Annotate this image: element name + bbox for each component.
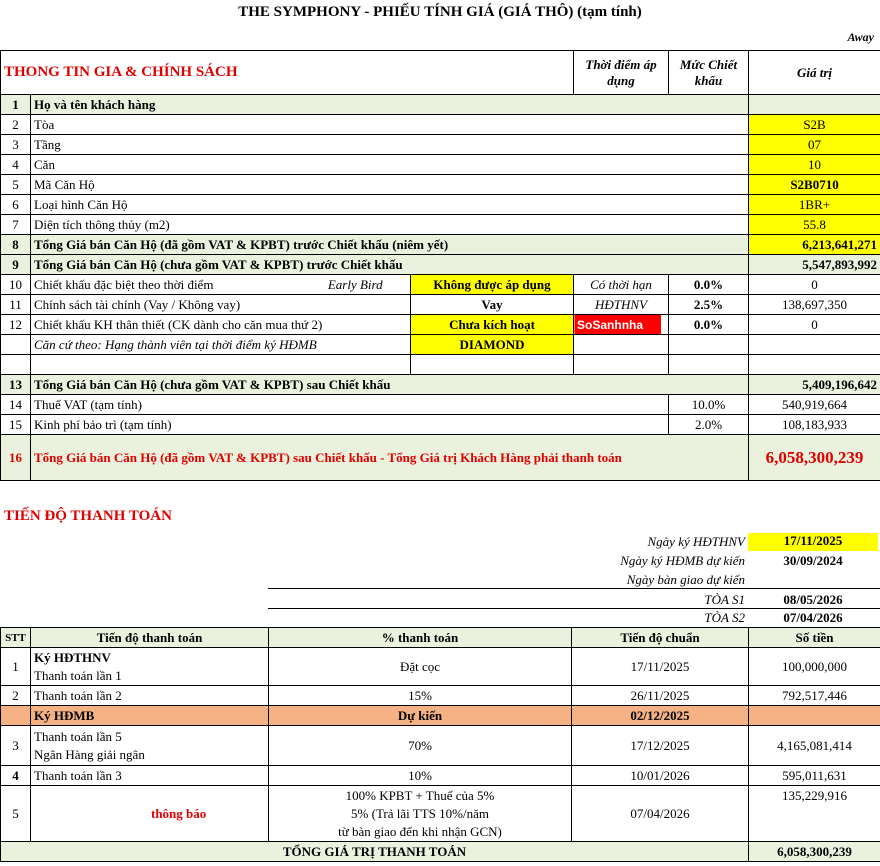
std-header: Tiến độ chuẩn xyxy=(572,628,749,648)
row-number: 3 xyxy=(1,726,31,766)
date-value-hdmb: 30/09/2024 xyxy=(783,553,843,568)
divider xyxy=(268,588,880,589)
schedule-pct: Dự kiến xyxy=(269,706,572,726)
empty-cell xyxy=(749,335,880,355)
row-number: 4 xyxy=(1,766,31,786)
section2-heading: TIẾN ĐỘ THANH TOÁN xyxy=(4,508,172,524)
schedule-date: 07/04/2026 xyxy=(572,786,749,842)
amount-header: Số tiền xyxy=(749,628,880,648)
membership-basis-label: Căn cứ theo: Hạng thành viên tại thời điểm ký HĐMB xyxy=(31,335,411,355)
area-label: Diện tích thông thủy (m2) xyxy=(31,215,749,235)
row-number xyxy=(1,706,31,726)
empty-cell xyxy=(574,335,669,355)
date-label-hdmb: Ngày ký HĐMB dự kiến xyxy=(620,553,745,568)
pricing-table xyxy=(0,50,880,481)
special-discount-value: 0 xyxy=(749,275,880,295)
col-time-header: Thời điểm áp dụng xyxy=(574,51,669,95)
unit-type-label: Loại hình Căn Hộ xyxy=(31,195,749,215)
schedule-amount xyxy=(749,706,880,726)
customer-name-label: Họ và tên khách hàng xyxy=(31,95,749,115)
special-discount-status: Không được áp dụng xyxy=(411,275,574,295)
date-label-s2: TÒA S2 xyxy=(704,610,745,625)
schedule-line1: Thanh toán lần 2 xyxy=(31,686,269,706)
grand-total-label: Tổng Giá bán Căn Hộ (đã gồm VAT & KPBT) sau Chiết khấu - Tổng Giá trị Khách Hàng phải thanh toán xyxy=(31,435,749,481)
col-discount-header: Mức Chiết khấu xyxy=(669,51,749,95)
section1-heading: THONG TIN GIA & CHÍNH SÁCH xyxy=(1,51,574,95)
date-label-handover: Ngày bàn giao dự kiến xyxy=(626,572,745,587)
building-value: S2B xyxy=(749,115,880,135)
grand-total-value: 6,058,300,239 xyxy=(749,435,880,481)
schedule-pct: 10% xyxy=(269,766,572,786)
row-number: 15 xyxy=(1,415,31,435)
vat-value: 540,919,664 xyxy=(749,395,880,415)
empty-cell xyxy=(669,335,749,355)
schedule-line2: Ngân Hàng giải ngân xyxy=(34,746,145,762)
row-number: 4 xyxy=(1,155,31,175)
schedule-line1: Thanh toán lần 3 xyxy=(31,766,269,786)
schedule-line1: Thanh toán lần 5 xyxy=(34,728,122,744)
row-number: 16 xyxy=(1,435,31,481)
page-title: THE SYMPHONY - PHIẾU TÍNH GIÁ (GIÁ THÔ) (tạm tính) xyxy=(238,4,642,20)
post-discount-price-label: Tổng Giá bán Căn Hộ (chưa gồm VAT & KPBT) sau Chiết khấu xyxy=(31,375,749,395)
customer-name-value xyxy=(749,95,880,115)
finance-policy-status: Vay xyxy=(411,295,574,315)
schedule-line1: thông báo xyxy=(31,786,269,842)
date-label-contract: Ngày ký HĐTHNV xyxy=(647,534,745,549)
unit-type-value: 1BR+ xyxy=(749,195,880,215)
schedule-line1: Ký HĐTHNV xyxy=(34,649,111,665)
finance-policy-label: Chính sách tài chính (Vay / Không vay) xyxy=(31,295,411,315)
stt-header: STT xyxy=(1,628,31,648)
schedule-pct: 70% xyxy=(269,726,572,766)
schedule-pct-line2: 5% (Trả lãi TTS 10%/năm xyxy=(351,805,489,821)
schedule-amount: 100,000,000 xyxy=(749,648,880,686)
schedule-pct: 15% xyxy=(269,686,572,706)
special-discount-time: Có thời hạn xyxy=(574,275,669,295)
pre-discount-price-label: Tổng Giá bán Căn Hộ (chưa gồm VAT & KPBT) trước Chiết khấu xyxy=(31,255,749,275)
list-price-label: Tổng Giá bán Căn Hộ (đã gồm VAT & KPBT) trước Chiết khấu (niêm yết) xyxy=(31,235,749,255)
early-bird-label: Early Bird xyxy=(301,275,411,295)
schedule-amount: 4,165,081,414 xyxy=(749,726,880,766)
empty-cell xyxy=(749,355,880,375)
schedule-date: 17/11/2025 xyxy=(572,648,749,686)
row-number: 10 xyxy=(1,275,31,295)
empty-cell xyxy=(411,355,574,375)
schedule-amount: 792,517,446 xyxy=(749,686,880,706)
membership-tier: DIAMOND xyxy=(411,335,574,355)
row-number: 2 xyxy=(1,686,31,706)
row-number: 5 xyxy=(1,786,31,842)
loyalty-discount-value: 0 xyxy=(749,315,880,335)
row-number: 9 xyxy=(1,255,31,275)
schedule-header: Tiến độ thanh toán xyxy=(31,628,269,648)
empty-cell xyxy=(31,355,411,375)
finance-policy-pct: 2.5% xyxy=(669,295,749,315)
finance-policy-time: HĐTHNV xyxy=(574,295,669,315)
area-value: 55.8 xyxy=(749,215,880,235)
schedule-line2: Thanh toán lần 1 xyxy=(34,667,122,683)
row-number: 14 xyxy=(1,395,31,415)
building-label: Tòa xyxy=(31,115,749,135)
unit-code-value: S2B0710 xyxy=(749,175,880,195)
unit-code-label: Mã Căn Hộ xyxy=(31,175,749,195)
away-label: Away xyxy=(847,30,874,44)
total-value: 6,058,300,239 xyxy=(749,842,880,862)
pct-header: % thanh toán xyxy=(269,628,572,648)
schedule-date: 10/01/2026 xyxy=(572,766,749,786)
watermark: SoSanhnha xyxy=(577,317,644,332)
schedule-pct: Đặt cọc xyxy=(269,648,572,686)
floor-label: Tầng xyxy=(31,135,749,155)
date-value-s1: 08/05/2026 xyxy=(783,592,843,607)
empty-cell xyxy=(669,355,749,375)
row-number: 5 xyxy=(1,175,31,195)
vat-label: Thuế VAT (tạm tính) xyxy=(31,395,669,415)
row-number: 13 xyxy=(1,375,31,395)
special-discount-pct: 0.0% xyxy=(669,275,749,295)
floor-value: 07 xyxy=(749,135,880,155)
schedule-amount: 595,011,631 xyxy=(749,766,880,786)
maintenance-fee-pct: 2.0% xyxy=(669,415,749,435)
loyalty-discount-pct: 0.0% xyxy=(669,315,749,335)
date-value-contract: 17/11/2025 xyxy=(748,533,878,551)
loyalty-discount-label: Chiết khấu KH thân thiết (CK dành cho căn mua thứ 2) xyxy=(31,315,411,335)
row-number: 11 xyxy=(1,295,31,315)
date-label-s1: TÒA S1 xyxy=(704,592,745,607)
vat-pct: 10.0% xyxy=(669,395,749,415)
pre-discount-price-value: 5,547,893,992 xyxy=(749,255,880,275)
loyalty-discount-flag xyxy=(574,315,669,335)
post-discount-price-value: 5,409,196,642 xyxy=(749,375,880,395)
schedule-date: 17/12/2025 xyxy=(572,726,749,766)
schedule-pct-line1: 100% KPBT + Thuế của 5% xyxy=(345,787,495,803)
special-discount-label: Chiết khấu đặc biệt theo thời điểm xyxy=(31,275,301,295)
row-number: 1 xyxy=(1,95,31,115)
row-number: 2 xyxy=(1,115,31,135)
row-number: 6 xyxy=(1,195,31,215)
total-label: TỔNG GIÁ TRỊ THANH TOÁN xyxy=(1,842,749,862)
empty-cell xyxy=(1,355,31,375)
unit-label: Căn xyxy=(31,155,749,175)
row-number: 12 xyxy=(1,315,31,335)
unit-value: 10 xyxy=(749,155,880,175)
payment-schedule-table xyxy=(0,627,880,862)
row-number: 8 xyxy=(1,235,31,255)
divider xyxy=(268,608,880,609)
schedule-date: 02/12/2025 xyxy=(572,706,749,726)
schedule-pct-line3: từ bàn giao đến khi nhận GCN) xyxy=(338,823,502,839)
row-number: 3 xyxy=(1,135,31,155)
schedule-line1: Ký HĐMB xyxy=(31,706,269,726)
empty-cell xyxy=(1,335,31,355)
date-value-s2: 07/04/2026 xyxy=(783,610,843,625)
maintenance-fee-value: 108,183,933 xyxy=(749,415,880,435)
row-number: 7 xyxy=(1,215,31,235)
row-number: 1 xyxy=(1,648,31,686)
schedule-amount: 135,229,916 xyxy=(749,786,880,842)
col-value-header: Giá trị xyxy=(749,51,880,95)
schedule-date: 26/11/2025 xyxy=(572,686,749,706)
maintenance-fee-label: Kinh phí bảo trì (tạm tính) xyxy=(31,415,669,435)
finance-policy-value: 138,697,350 xyxy=(749,295,880,315)
empty-cell xyxy=(574,355,669,375)
loyalty-discount-status: Chưa kích hoạt xyxy=(411,315,574,335)
list-price-value: 6,213,641,271 xyxy=(749,235,880,255)
